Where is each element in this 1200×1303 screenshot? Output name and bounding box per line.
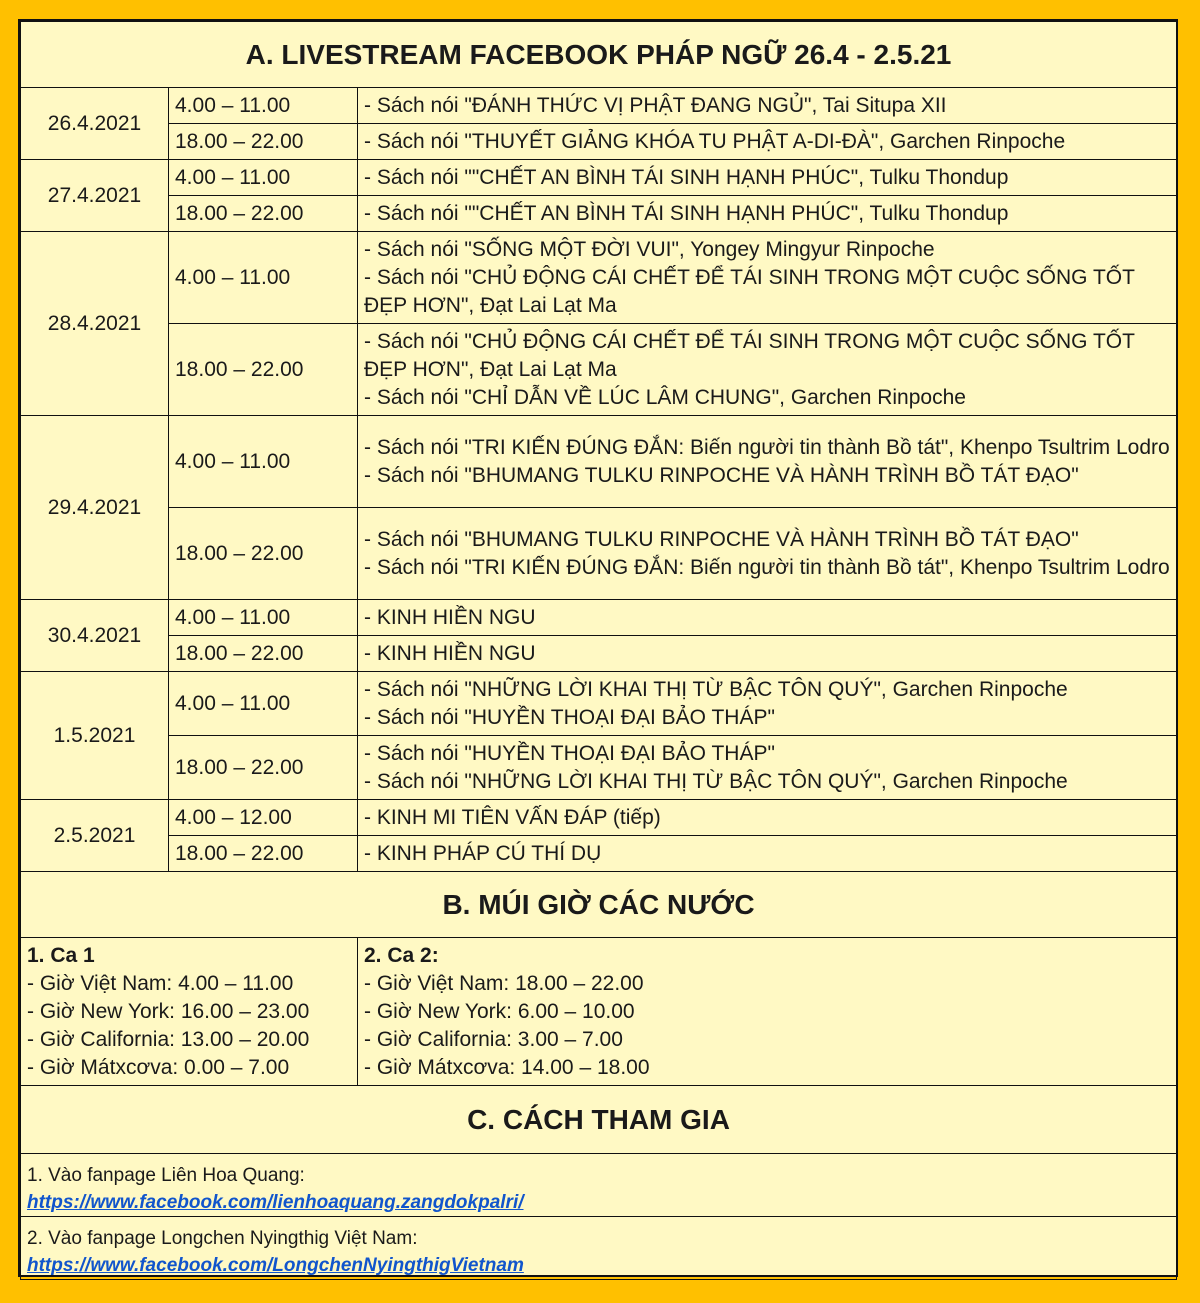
program-cell [358, 508, 1177, 600]
time-cell: 18.00 – 22.00 [169, 124, 358, 160]
program-item: - Sách nói "HUYỀN THOẠI ĐẠI BẢO THÁP" [364, 705, 775, 729]
program-item: - Sách nói "ĐÁNH THỨC VỊ PHẬT ĐANG NGỦ", Tai Situpa XII [364, 93, 947, 117]
fanpage-2-link[interactable]: https://www.facebook.com/LongchenNyingthigVietnam [27, 1255, 524, 1276]
program-item: - KINH HIỀN NGU [364, 641, 536, 665]
fanpage-1-link[interactable]: https://www.facebook.com/lienhoaquang.zangdokpalri/ [27, 1192, 524, 1213]
timezone-line: - Giờ Mátxcơva: 0.00 – 7.00 [27, 1056, 290, 1079]
time-cell: 18.00 – 22.00 [169, 324, 358, 416]
time-cell: 4.00 – 11.00 [169, 600, 358, 636]
program-item: - Sách nói "THUYẾT GIẢNG KHÓA TU PHẬT A-DI-ĐÀ", Garchen Rinpoche [364, 129, 1066, 153]
program-item: - Sách nói "NHỮNG LỜI KHAI THỊ TỪ BẬC TÔN QUÝ", Garchen Rinpoche [364, 769, 1068, 793]
program-item: - Sách nói ""CHẾT AN BÌNH TÁI SINH HẠNH PHÚC", Tulku Thondup [364, 201, 1009, 225]
program-item: - Sách nói "NHỮNG LỜI KHAI THỊ TỪ BẬC TÔN QUÝ", Garchen Rinpoche [364, 677, 1068, 701]
program-item: - Sách nói ""CHẾT AN BÌNH TÁI SINH HẠNH PHÚC", Tulku Thondup [364, 165, 1009, 189]
time-cell: 4.00 – 11.00 [169, 232, 358, 324]
shift-2-title: 2. Ca 2: [364, 944, 439, 967]
time-cell: 18.00 – 22.00 [169, 636, 358, 672]
program-cell [358, 600, 1177, 636]
program-cell [358, 800, 1177, 836]
timezone-line: - Giờ Việt Nam: 4.00 – 11.00 [27, 972, 294, 995]
date-cell: 27.4.2021 [21, 160, 169, 232]
fanpage-1 [21, 1154, 1177, 1217]
program-cell [358, 636, 1177, 672]
time-cell: 18.00 – 22.00 [169, 736, 358, 800]
timezone-shift-2 [358, 938, 1177, 1086]
timezone-line: - Giờ New York: 16.00 – 23.00 [27, 1000, 310, 1023]
date-cell: 2.5.2021 [21, 800, 169, 872]
timezone-line: - Giờ Việt Nam: 18.00 – 22.00 [364, 972, 644, 995]
time-cell: 4.00 – 11.00 [169, 672, 358, 736]
program-item: - Sách nói "CHỈ DẪN VỀ LÚC LÂM CHUNG", Garchen Rinpoche [364, 385, 966, 409]
date-cell: 26.4.2021 [21, 88, 169, 160]
timezone-line: - Giờ Mátxcơva: 14.00 – 18.00 [364, 1056, 650, 1079]
program-item: - Sách nói "TRI KIẾN ĐÚNG ĐẮN: Biến người tin thành Bồ tát", Khenpo Tsultrim Lodro [364, 555, 1170, 579]
program-cell [358, 196, 1177, 232]
program-item: - Sách nói "HUYỀN THOẠI ĐẠI BẢO THÁP" [364, 741, 775, 765]
section-c-title: C. CÁCH THAM GIA [21, 1086, 1177, 1154]
schedule-table [20, 21, 1177, 1280]
program-cell [358, 736, 1177, 800]
program-cell [358, 232, 1177, 324]
schedule-sheet [18, 19, 1178, 1277]
program-item: - Sách nói "CHỦ ĐỘNG CÁI CHẾT ĐỂ TÁI SINH TRONG MỘT CUỘC SỐNG TỐT ĐẸP HƠN", Đạt Lai Lạt Ma [364, 329, 1135, 381]
time-cell: 4.00 – 11.00 [169, 416, 358, 508]
time-cell: 4.00 – 12.00 [169, 800, 358, 836]
program-item: - Sách nói "TRI KIẾN ĐÚNG ĐẮN: Biến người tin thành Bồ tát", Khenpo Tsultrim Lodro [364, 435, 1170, 459]
program-cell [358, 88, 1177, 124]
program-item: - Sách nói "CHỦ ĐỘNG CÁI CHẾT ĐỂ TÁI SINH TRONG MỘT CUỘC SỐNG TỐT ĐẸP HƠN", Đạt Lai Lạt Ma [364, 265, 1135, 317]
fanpage-2 [21, 1217, 1177, 1280]
timezone-line: - Giờ California: 3.00 – 7.00 [364, 1028, 623, 1051]
time-cell: 4.00 – 11.00 [169, 88, 358, 124]
date-cell: 28.4.2021 [21, 232, 169, 416]
time-cell: 4.00 – 11.00 [169, 160, 358, 196]
fanpage-1-label: 1. Vào fanpage Liên Hoa Quang: [27, 1165, 305, 1186]
program-cell [358, 160, 1177, 196]
time-cell: 18.00 – 22.00 [169, 196, 358, 232]
shift-1-title: 1. Ca 1 [27, 944, 95, 967]
fanpage-2-label: 2. Vào fanpage Longchen Nyingthig Việt Nam: [27, 1228, 418, 1249]
timezone-line: - Giờ New York: 6.00 – 10.00 [364, 1000, 635, 1023]
program-cell [358, 124, 1177, 160]
program-cell [358, 836, 1177, 872]
date-cell: 30.4.2021 [21, 600, 169, 672]
program-cell [358, 324, 1177, 416]
program-cell [358, 416, 1177, 508]
section-b-title: B. MÚI GIỜ CÁC NƯỚC [21, 872, 1177, 938]
timezone-shift-1 [21, 938, 358, 1086]
section-a-title: A. LIVESTREAM FACEBOOK PHÁP NGỮ 26.4 - 2.5.21 [21, 22, 1177, 88]
program-cell [358, 672, 1177, 736]
program-item: - KINH MI TIÊN VẤN ĐÁP (tiếp) [364, 805, 661, 829]
date-cell: 1.5.2021 [21, 672, 169, 800]
program-item: - KINH HIỀN NGU [364, 605, 536, 629]
time-cell: 18.00 – 22.00 [169, 836, 358, 872]
program-item: - Sách nói "SỐNG MỘT ĐỜI VUI", Yongey Mingyur Rinpoche [364, 237, 935, 261]
date-cell: 29.4.2021 [21, 416, 169, 600]
program-item: - Sách nói "BHUMANG TULKU RINPOCHE VÀ HÀNH TRÌNH BỒ TÁT ĐẠO" [364, 463, 1079, 487]
program-item: - KINH PHÁP CÚ THÍ DỤ [364, 841, 602, 865]
time-cell: 18.00 – 22.00 [169, 508, 358, 600]
timezone-line: - Giờ California: 13.00 – 20.00 [27, 1028, 310, 1051]
program-item: - Sách nói "BHUMANG TULKU RINPOCHE VÀ HÀNH TRÌNH BỒ TÁT ĐẠO" [364, 527, 1079, 551]
